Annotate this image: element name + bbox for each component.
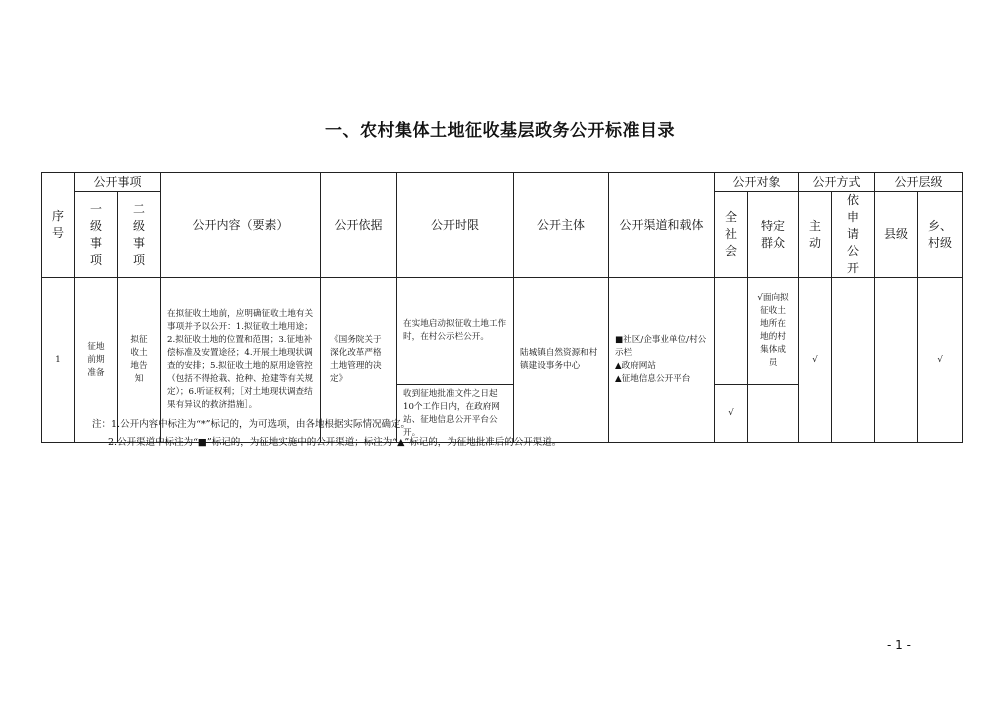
header-channel: 公开渠道和载体 — [609, 173, 715, 278]
header-audience-group: 公开对象 — [715, 173, 799, 192]
row-level-township: √ — [918, 278, 963, 443]
row-audience-all-2: √ — [715, 385, 748, 443]
page-title: 一、农村集体土地征收基层政务公开标准目录 — [325, 121, 675, 141]
row-seq: 1 — [42, 278, 75, 443]
note-2: 2.公开渠道中标注为“■”标记的，为征地实施中的公开渠道；标注为“▲”标记的，为征地批准后的公开渠道。 — [108, 437, 562, 448]
row-audience-specific: √面向拟征收土地所在地的村集体成员 — [748, 278, 799, 385]
header-audience-specific: 特定群众 — [748, 192, 799, 278]
header-audience-all: 全社会 — [715, 192, 748, 278]
header-subject: 公开主体 — [514, 173, 609, 278]
header-level-county: 县级 — [875, 192, 918, 278]
header-seq: 序号 — [42, 173, 75, 278]
header-content: 公开内容（要素） — [161, 173, 321, 278]
row-audience-all-1 — [715, 278, 748, 385]
row-level-county — [875, 278, 918, 443]
header-method-request: 依申请公开 — [832, 192, 875, 278]
row-time-limit-1: 在实地启动拟征收土地工作时，在村公示栏公开。 — [397, 278, 514, 385]
header-level-township: 乡、村级 — [918, 192, 963, 278]
row-basis: 《国务院关于深化改革严格土地管理的决定》 — [321, 278, 397, 443]
row-audience-specific-2 — [748, 385, 799, 443]
row-channel: ■社区/企事业单位/村公示栏 ▲政府网站 ▲征地信息公开平台 — [609, 278, 715, 443]
row-level2: 拟征收土地告知 — [118, 278, 161, 443]
row-content: 在拟征收土地前，应明确征收土地有关事项并予以公开：1.拟征收土地用途；2.拟征收土地的位置和范围；3.征地补偿标准及安置途径；4.开展土地现状调查的安排；5.拟征收土地的原用途管控（包括不得抢栽、抢种、抢建等有关规定）；6.听证权利；［对土地现状调查结果有异议的救济措施］。 — [161, 278, 321, 443]
header-basis: 公开依据 — [321, 173, 397, 278]
note-1: 注：1.公开内容中标注为“*”标记的，为可选项，由各地根据实际情况确定。 — [92, 419, 411, 430]
header-method-group: 公开方式 — [799, 173, 875, 192]
header-level2: 二级事项 — [118, 192, 161, 278]
row-level1: 征地前期准备 — [75, 278, 118, 443]
disclosure-table — [41, 172, 963, 443]
header-level1: 一级事项 — [75, 192, 118, 278]
row-method-active: √ — [799, 278, 832, 443]
header-items-group: 公开事项 — [75, 173, 161, 192]
row-time-limit-2: 收到征地批准文件之日起10个工作日内，在政府网站、征地信息公开平台公开。 — [397, 385, 514, 443]
row-subject: 陆城镇自然资源和村镇建设事务中心 — [514, 278, 609, 443]
page-number: - 1 - — [887, 638, 911, 652]
header-method-active: 主动 — [799, 192, 832, 278]
row-method-request — [832, 278, 875, 443]
header-time-limit: 公开时限 — [397, 173, 514, 278]
header-level-group: 公开层级 — [875, 173, 963, 192]
